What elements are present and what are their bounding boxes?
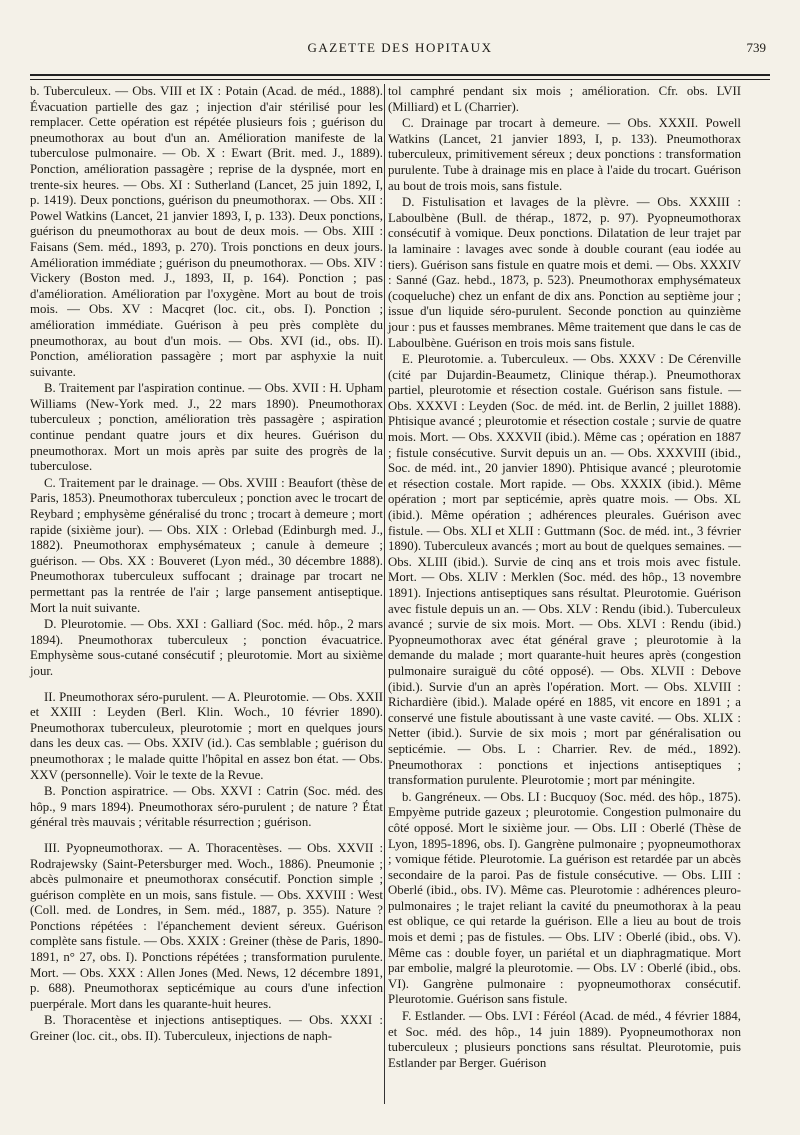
paragraph: b. Tuberculeux. — Obs. VIII et IX : Potain (Acad. de méd., 1888). Évacuation partielle des gaz ; injection d'air stérilisé pour les remplacer. Cette opération est répétée plusieurs fois ; guérison du pneumothorax au bout d'un an. Amélioration manifeste de la tuberculose pulmonaire. — Ob. X : Ewart (Brit. med. J., 1889). Ponction, amélioration passagère ; reprise de la dyspnée, mort en trente-six heures. — Obs. XI : Sutherland (Lancet, 25 juin 1892, I, p. 1419). Deux ponctions, guérison du pneumothorax. — Obs. XII : Powel Watkins (Lancet, 21 janvier 1893, I, p. 133). Deux ponctions, guérison du pneumothorax au bout de deux mois. — Obs. XIII : Faisans (Sem. méd., 1893, p. 270). Trois ponctions en deux jours. Amélioration immédiate ; guérison du pneumothorax. — Obs. XIV : Vickery (Boston med. J., 1893, II, p. 164). Ponction ; pas d'amélioration. Amélioration par l'oxygène. Mort au bout de trois mois. — Obs. XV : Macqret (loc. cit., obs. I). Ponction ; amélioration immédiate. Guérison à peu près complète du pneumothorax, au bout d'un mois. — Obs. XVI (id., obs. II). Ponction, amélioration passagère ; mort par asphyxie la nuit suivante. bbox=[30, 84, 383, 379]
paragraph: D. Pleurotomie. — Obs. XXI : Galliard (Soc. méd. hôp., 2 mars 1894). Pneumothorax tuberculeux ; ponction évacuatrice. Emphysème sous-cutané consécutif ; pleurotomie. Mort au sixième jour. bbox=[30, 617, 383, 678]
paragraph: E. Pleurotomie. a. Tuberculeux. — Obs. XXXV : De Cérenville (cité par Dujardin-Beaumetz, Clinique thérap.). Pneumothorax partiel, pleurotomie et résection costale. Guérison sans fistule. — Obs. XXXVI : Leyden (Soc. de méd. int. de Berlin, 2 juillet 1888). Phtisique avancé ; pleurotomie et résection costale ; survie de quatre mois. Mort. — Obs. XXXVII (ibid.). Même cas ; opération en 1887 ; fistule consécutive. Survit depuis un an. — Obs. XXXVIII (ibid., Soc. de méd. int., 20 janvier 1890). Phtisique avancé ; pleurotomie et résection costale. Mort rapide. — Obs. XXXIX (ibid.). Même opération ; mort par septicémie, après quatre mois. — Obs. XL (ibid.). Même opération ; adhérences pleurales. Guérison avec fistule. — Obs. XLI et XLII : Guttmann (Soc. de méd. int., 3 février 1890). Tuberculeux avancés ; mort au bout de quelques semaines. — Obs. XLIII (ibid.). Survie de cinq ans et trois mois avec fistule. Mort. — Obs. XLIV : Merklen (Soc. méd. des hôp., 13 novembre 1891). Injections antiseptiques sans résultat. Pleurotomie. Guérison avec fistule depuis un an. — Obs. XLV : Rendu (ibid.). Tuberculeux avancé ; survie de six mois. Mort. — Obs. XLVI : Rendu (ibid.) Pyopneumothorax avec état général grave ; pleurotomie à la demande du malade ; mort quarante-huit heures après (congestion pulmonaire suraiguë du côté opposé). — Obs. XLVII : Debove (ibid.). Survie d'un an après l'opération. Mort. — Obs. XLVIII : Richardière (ibid.). Malade opéré en 1885, vit encore en 1891 ; a conservé une fistule aboutissant à une vaste cavité. — Obs. XLIX : Netter (ibid.). Survie de six mois ; mort par généralisation ou septicémie. — Obs. L : Charrier. Rev. de méd., 1892). Pneumothorax : ponctions et injections antiseptiques ; transformation purulente. Pleurotomie ; mort par méningite. bbox=[388, 352, 741, 788]
section-paragraph: II. Pneumothorax séro-purulent. — A. Pleurotomie. — Obs. XXII et XXIII : Leyden (Berl. Klin. Woch., 10 février 1890). Pneumothorax tuberculeux, pleurotomie ; mort en quelques jours dans les deux cas. — Obs. XXIV (id.). Cas semblable ; guérison du pneumothorax ; le malade quitte l'hôpital en assez bon état. — Obs. XXV (personnelle). Voir le texte de la Revue. bbox=[30, 689, 383, 782]
paragraph: F. Estlander. — Obs. LVI : Féréol (Acad. de méd., 4 février 1884, et Soc. méd. des hôp., 14 juin 1889). Pyopneumothorax non tuberculeux ; plusieurs ponctions sans résultat. Pleurotomie, puis Estlander par Berger. Guérison bbox=[388, 1009, 741, 1070]
paragraph: B. Traitement par l'aspiration continue. — Obs. XVII : H. Upham Williams (New-York med. J., 22 mars 1890). Pneumothorax tuberculeux ; ponction, amélioration très passagère ; aspiration continue pendant quatre jours et dix heures. Guérison du pneumothorax. Mort un mois après par suite des progrès de la tuberculose. bbox=[30, 381, 383, 474]
column-divider bbox=[384, 84, 385, 1104]
page-number: 739 bbox=[746, 40, 766, 55]
paragraph: C. Traitement par le drainage. — Obs. XVIII : Beaufort (thèse de Paris, 1853). Pneumothorax tuberculeux ; ponction avec le trocart de Reybard ; emphysème généralisé du tronc ; trocart à demeure ; mort rapide (sixième jour). — Obs. XIX : Orlebad (Edinburgh med. J., 1882). Pneumothorax emphysémateux ; canule à demeure ; guérison. — Obs. XX : Bouveret (Lyon méd., 30 décembre 1888). Pneumothorax tuberculeux suffocant ; drainage par trocart ne permettant pas la rentrée de l'air ; large pansement antiseptique. Mort la nuit suivante. bbox=[30, 475, 383, 615]
paragraph: D. Fistulisation et lavages de la plèvre. — Obs. XXXIII : Laboulbène (Bull. de thérap., 1872, p. 97). Pyopneumothorax consécutif à vomique. Deux ponctions. Dilatation de leur trajet par la laminaire : lavages avec sonde à double courant (eau iodée au tiers). Guérison sans fistule en quatre mois et demi. — Obs. XXXIV : Sanné (Gaz. hebd., 1873, p. 523). Pneumothorax emphysémateux (coqueluche) chez un enfant de dix ans. Ponction au septième jour ; issue d'un liquide séro-purulent. Seconde ponction au quinzième jour : pus et fausses membranes. Même traitement que dans le cas de Laboulbène. Guérison en trois mois sans fistule. bbox=[388, 195, 741, 350]
header-rule-thin bbox=[30, 79, 770, 80]
paragraph: tol camphré pendant six mois ; amélioration. Cfr. obs. LVII (Milliard) et L (Charrier). bbox=[388, 84, 741, 114]
paragraph: B. Thoracentèse et injections antiseptiques. — Obs. XXXI : Greiner (loc. cit., obs. II). Tuberculeux, injections de naph- bbox=[30, 1013, 383, 1044]
paragraph: b. Gangréneux. — Obs. LI : Bucquoy (Soc. méd. des hôp., 1875). Empyème putride gazeux ; pleurotomie. Congestion pulmonaire du côté opposé. Mort le sixième jour. — Obs. LII : Oberlé (Thèse de Lyon, 1895-1896, obs. I). Gangrène pulmonaire ; pyopneumothorax ; vomique fétide. Pleurotomie. La guérison est retardée par un abcès secondaire de la paroi. Pas de fistule consécutive. — Obs. LIII : Oberlé (ibid., obs. IV). Même cas. Pleurotomie : adhérences pleuro-pulmonaires ; le trajet reliant la cavité du pneumothorax à la peau est oblique, ce qui retarde la guérison. Elle a lieu au bout de trois mois et demi ; pas de fistules. — Obs. LIV : Oberlé (ibid., obs. V). Même cas : double foyer, un pariétal et un diaphragmatique. Mort par embolie, malgré la pleurotomie. — Obs. LV : Oberlé (ibid., obs. VI). Gangrène pulmonaire : pyopneumothorax consécutif. Pleurotomie. Guérison sans fistule. bbox=[388, 789, 741, 1007]
paragraph: C. Drainage par trocart à demeure. — Obs. XXXII. Powell Watkins (Lancet, 21 janvier 1893, I, p. 133). Pneumothorax tuberculeux, primitivement séreux ; deux ponctions : transformation purulente. Tube à drainage mis en place à l'aide du trocart. Guérison au bout de trois mois, sans fistule. bbox=[388, 116, 741, 193]
page-header bbox=[30, 40, 770, 62]
paragraph: B. Ponction aspiratrice. — Obs. XXVI : Catrin (Soc. méd. des hôp., 9 mars 1894). Pneumothorax séro-purulent ; de nature ? État général très mauvais ; véritable résurrection ; guérison. bbox=[30, 784, 383, 830]
section-paragraph: III. Pyopneumothorax. — A. Thoracentèses. — Obs. XXVII : Rodrajewsky (Saint-Petersburger med. Woch., 1886). Pneumonie ; abcès pulmonaire et pneumothorax consécutif. Ponction simple ; guérison complète en un mois, sans fistule. — Obs. XXVIII : West (Coll. med. de Londres, in Sem. méd., 1887, p. 355). Nature ? Ponctions répétées : l'épanchement devient séreux. Guérison complète sans fistule. — Obs. XXIX : Greiner (thèse de Paris, 1890-1891, n° 27, obs. I). Ponctions répétées ; transformation purulente. Mort. — Obs. XXX : Allen Jones (Med. News, 12 décembre 1891, p. 688). Pneumothorax septicémique au cours d'une infection puerpérale. Mort dans les quarante-huit heures. bbox=[30, 840, 383, 1011]
left-column bbox=[30, 84, 383, 1046]
right-column bbox=[388, 84, 741, 1072]
header-rule-thick bbox=[30, 74, 770, 76]
journal-title: GAZETTE DES HOPITAUX bbox=[307, 40, 493, 55]
